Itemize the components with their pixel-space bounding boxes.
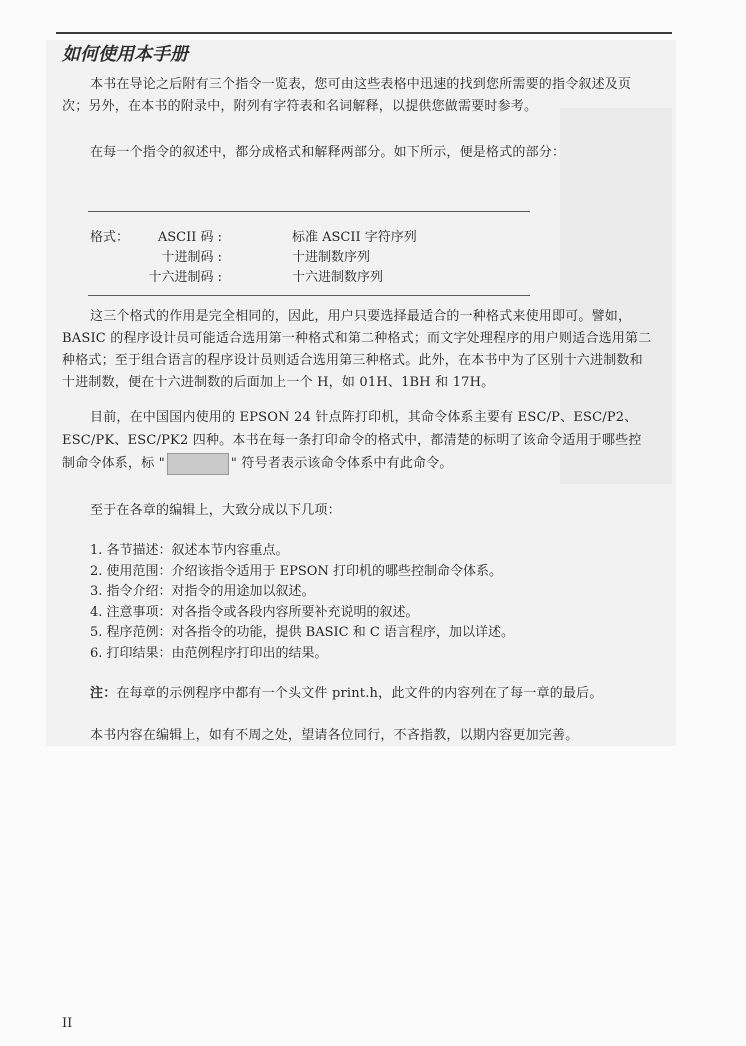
command-system-marker-swatch (167, 453, 229, 475)
list-item: 3. 指令介绍：对指令的用途加以叙述。 (90, 584, 315, 600)
list-item: 2. 使用范围：介绍该指令适用于 EPSON 打印机的哪些控制命令体系。 (90, 563, 502, 579)
format-type-decimal: 十进制码 : (161, 250, 222, 265)
chapter-structure-paragraph: 至于在各章的编辑上，大致分成以下几项： (90, 503, 341, 518)
command-system-paragraph (62, 406, 652, 475)
closing-paragraph: 本书内容在编辑上，如有不周之处，望请各位同行，不吝指教，以期内容更加完善。 (90, 728, 579, 743)
list-item: 1. 各节描述：叙述本节内容重点。 (90, 543, 289, 558)
format-intro-paragraph: 在每一个指令的叙述中，都分成格式和解释两部分。如下所示，便是格式的部分： (90, 145, 566, 160)
command-system-text-before: 目前，在中国国内使用的 EPSON 24 针点阵打印机，其命令体系主要有 ESC/P、ESC/P2、ESC/PK、ESC/PK2 四种。本书在每一条打印命令的格式中，都清楚的标明了该命令适用于哪些控制命令体系，标 " (62, 410, 642, 471)
intro-paragraph: 本书在导论之后附有三个指令一览表，您可由这些表格中迅速的找到您所需要的指令叙述及页次；另外，在本书的附录中，附列有字符表和名词解释，以提供您做需要时参考。 (62, 77, 632, 114)
list-item: 5. 程序范例：对各指令的功能，提供 BASIC 和 C 语言程序，加以详述。 (90, 625, 514, 641)
format-bottom-rule (88, 295, 530, 296)
format-type-ascii: ASCII 码 : (157, 230, 222, 245)
format-explanation-paragraph: 这三个格式的作用是完全相同的，因此，用户只要选择最适合的一种格式来使用即可。譬如，BASIC 的程序设计员可能适合选用第一种格式和第二种格式；而文字处理程序的用户则适合选用第二种格式；至于组合语言的程序设计员则适合选用第三种格式。此外，在本书中为了区别十六进制数和十进制数，便在十六进制数的后面加上一个 H，如 01H、1BH 和 17H。 (62, 309, 652, 390)
section-title: 如何使用本手册 (62, 44, 188, 65)
format-desc-hex: 十六进制数序列 (292, 270, 384, 285)
command-system-text-after: " 符号者表示该命令体系中有此命令。 (230, 456, 453, 471)
format-label: 格式： (90, 230, 130, 245)
page-number: II (62, 1016, 73, 1031)
format-desc-decimal: 十进制数序列 (292, 250, 371, 265)
list-item: 6. 打印结果：由范例程序打印出的结果。 (90, 645, 328, 661)
header-rule (56, 32, 672, 34)
format-top-rule (88, 211, 530, 212)
chapter-item-list (90, 541, 514, 665)
format-type-hex: 十六进制码 : (148, 270, 222, 285)
note-label: 注： (90, 686, 117, 701)
format-desc-ascii: 标准 ASCII 字符序列 (292, 230, 417, 245)
list-item: 4. 注意事项：对各指令或各段内容所要补充说明的叙述。 (90, 604, 419, 620)
note-paragraph (90, 683, 680, 705)
note-text: 在每章的示例程序中都有一个头文件 print.h，此文件的内容列在了每一章的最后。 (116, 686, 603, 701)
